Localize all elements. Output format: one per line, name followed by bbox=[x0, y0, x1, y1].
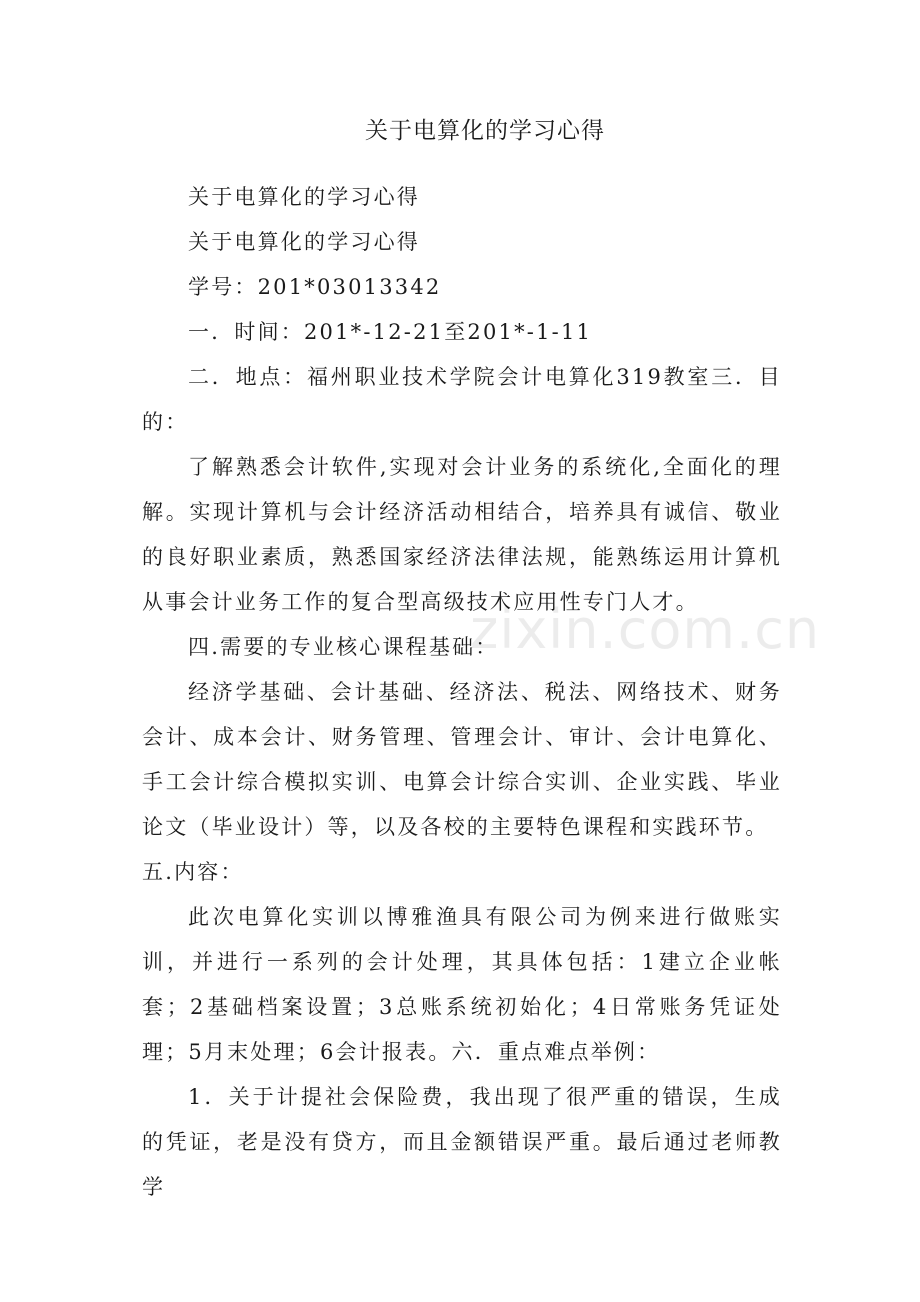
paragraph: 了解熟悉会计软件,实现对会计业务的系统化,全面化的理解。实现计算机与会计经济活动相结合，培养具有诚信、敬业的良好职业素质，熟悉国家经济法律法规，能熟练运用计算机从事会计业务工作的复合型高级技术应用性专门人才。 bbox=[142, 455, 782, 614]
paragraph: 学号：201*03013342 bbox=[188, 275, 442, 299]
watermark: zixin.com.cn bbox=[470, 598, 821, 661]
page-title: 关于电算化的学习心得 bbox=[365, 118, 605, 144]
paragraph: 五.内容： bbox=[142, 860, 244, 884]
paragraph: 此次电算化实训以博雅渔具有限公司为例来进行做账实训，并进行一系列的会计处理，其具体包括：1建立企业帐套；2基础档案设置；3总账系统初始化；4日常账务凭证处理；5月末处理；6会计报表。六．重点难点举例： bbox=[142, 905, 782, 1064]
paragraph: 关于电算化的学习心得 bbox=[188, 185, 420, 209]
paragraph: 二．地点：福州职业技术学院会计电算化319教室三．目的： bbox=[142, 365, 782, 434]
document-body bbox=[142, 175, 782, 1210]
paragraph: 关于电算化的学习心得 bbox=[188, 230, 420, 254]
paragraph: 1．关于计提社会保险费，我出现了很严重的错误，生成的凭证，老是没有贷方，而且金额错误严重。最后通过老师教学 bbox=[142, 1085, 782, 1199]
paragraph: 经济学基础、会计基础、经济法、税法、网络技术、财务会计、成本会计、财务管理、管理会计、审计、会计电算化、手工会计综合模拟实训、电算会计综合实训、企业实践、毕业论文（毕业设计）等，以及各校的主要特色课程和实践环节。 bbox=[142, 680, 782, 839]
paragraph: 一．时间：201*-12-21至201*-1-11 bbox=[188, 320, 593, 344]
paragraph: 四.需要的专业核心课程基础： bbox=[188, 635, 499, 659]
